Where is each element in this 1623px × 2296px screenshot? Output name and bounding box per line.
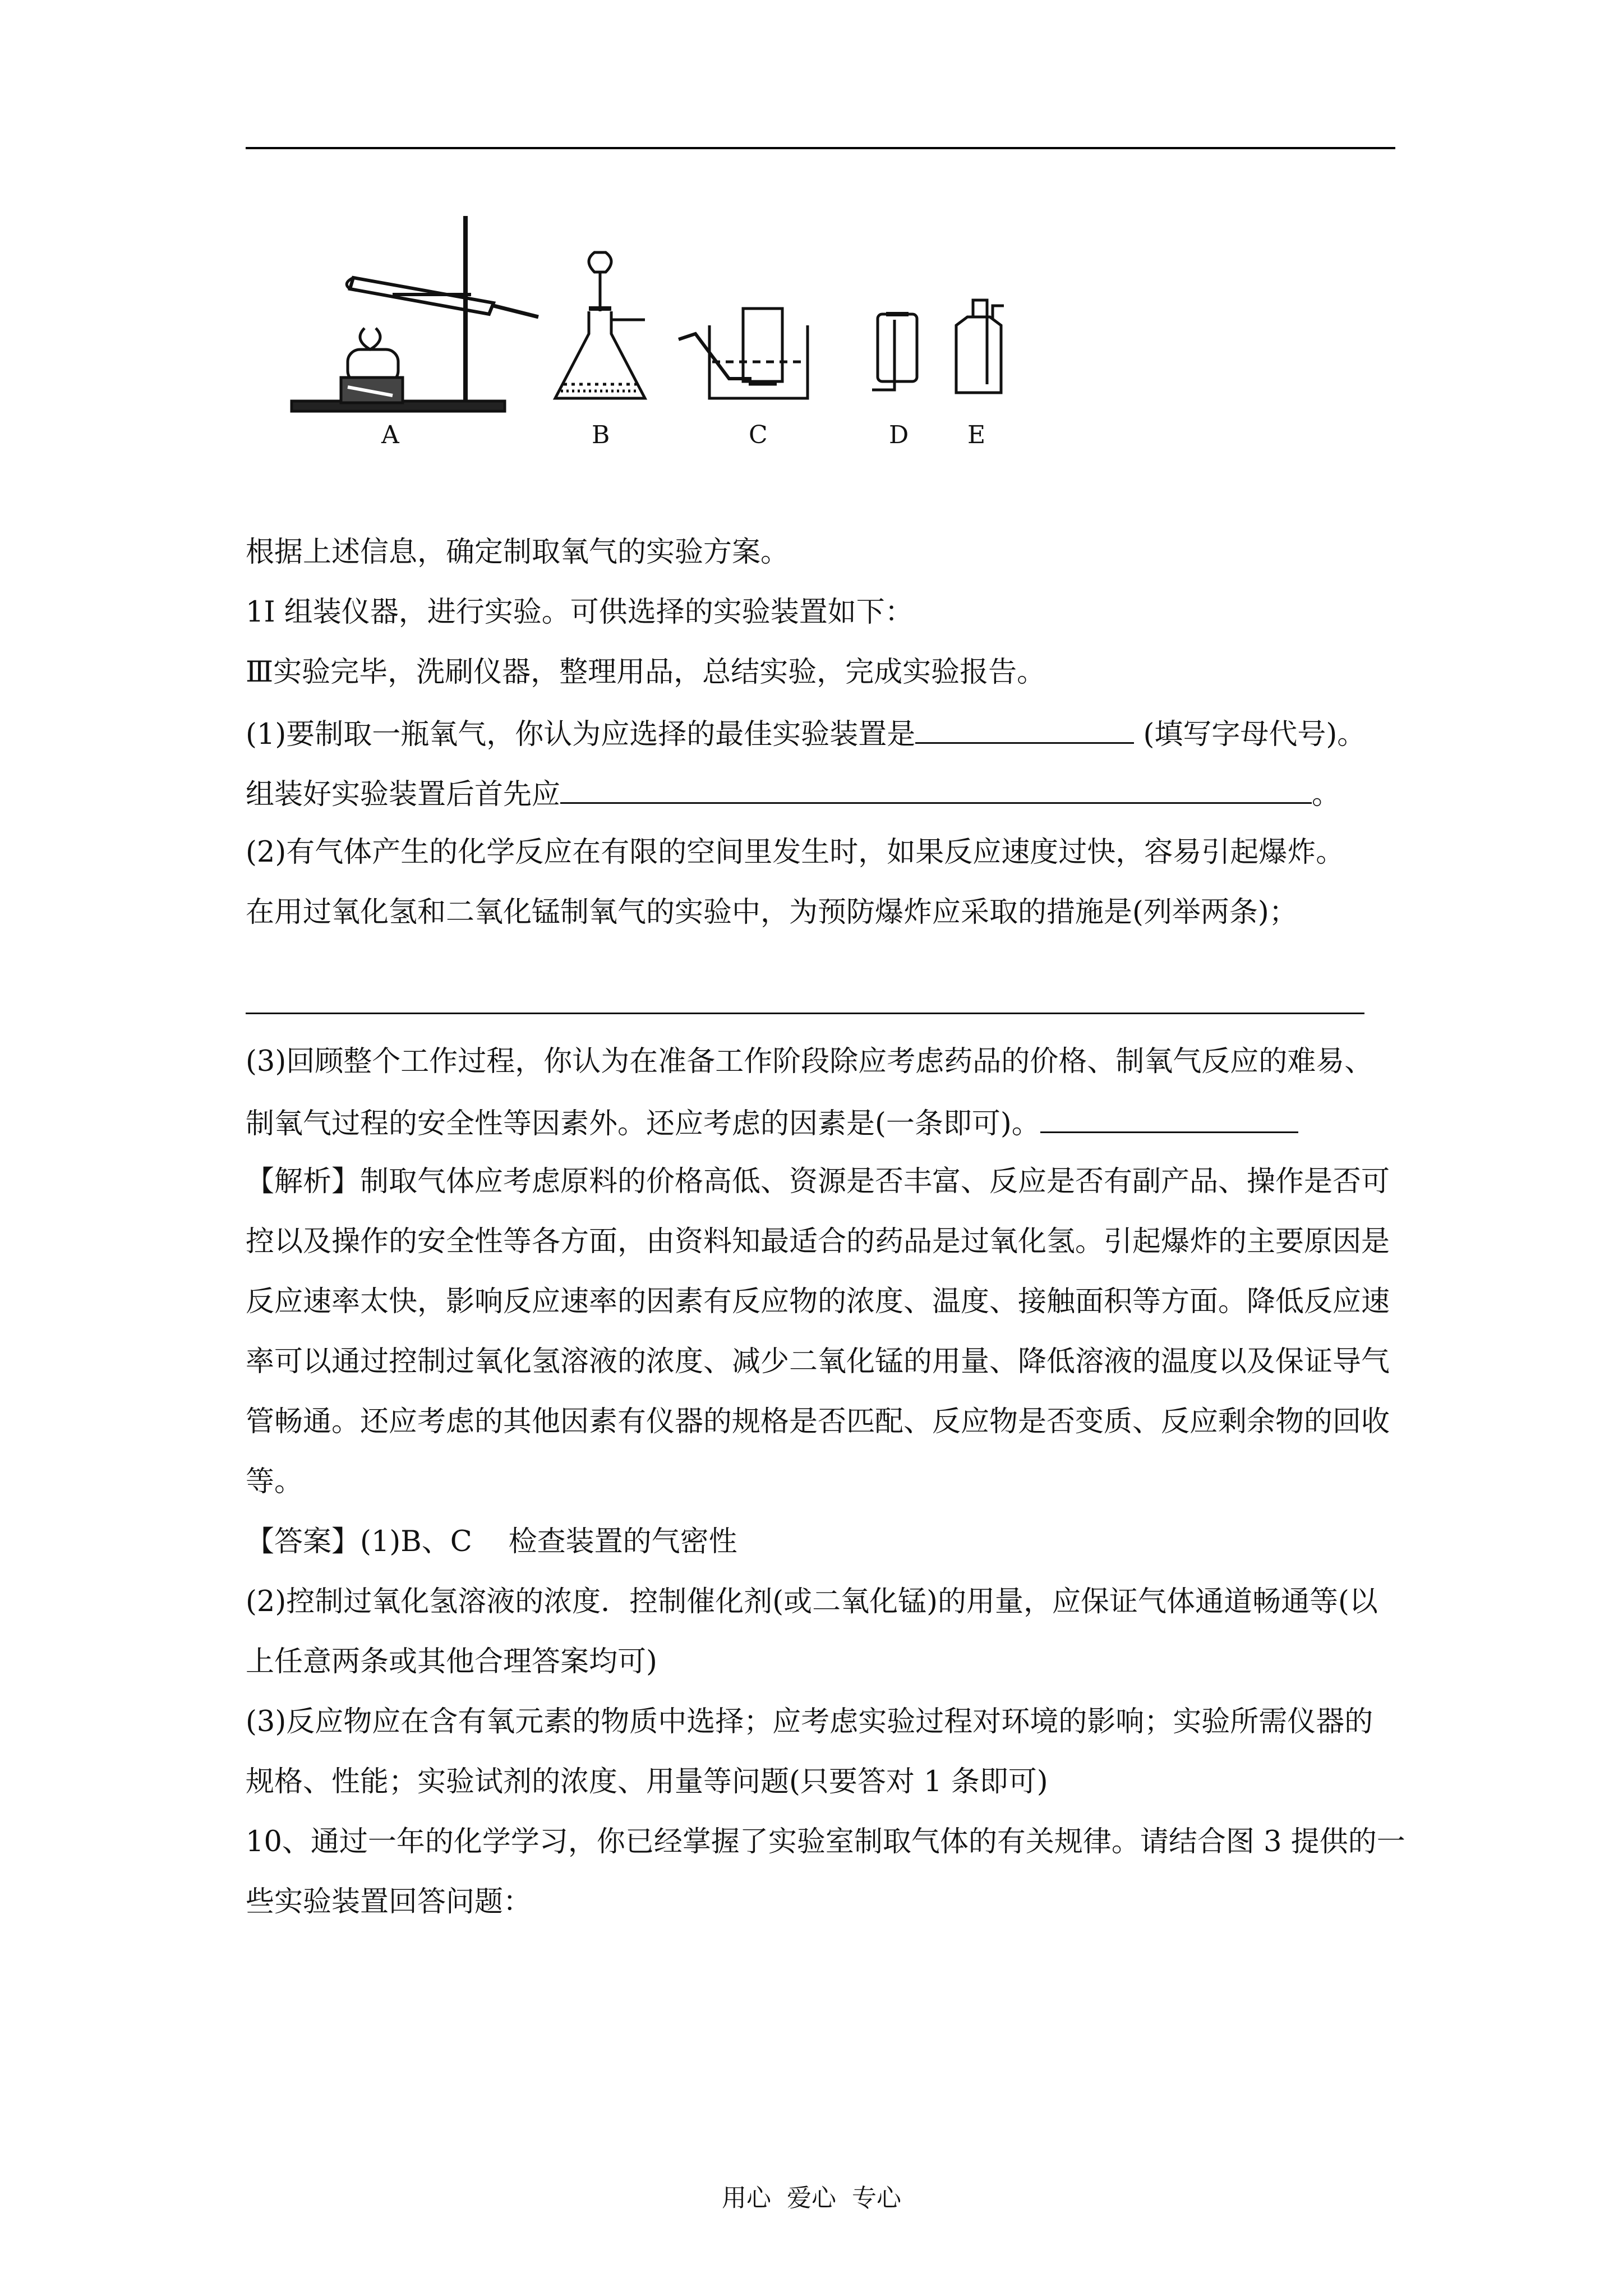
answer-line: (3)反应物应在含有氧元素的物质中选择；应考虑实验过程对环境的影响；实验所需仪器的 [246, 1705, 1373, 1738]
question-10-line: 10、通过一年的化学学习，你已经掌握了实验室制取气体的有关规律。请结合图 3 提供的一 [246, 1825, 1405, 1858]
header-rule [246, 147, 1395, 149]
answer-blank-2[interactable] [560, 773, 1312, 804]
apparatus-d-drawing [872, 314, 917, 390]
answer-line: (2)控制过氧化氢溶液的浓度．控制催化剂(或二氧化锰)的用量，应保证气体通道畅通等(以 [246, 1585, 1378, 1618]
answer-blank-4[interactable] [1040, 1102, 1298, 1133]
question-10-line: 些实验装置回答问题： [246, 1885, 532, 1918]
question-3-line: 制氧气过程的安全性等因素外。还应考虑的因素是(一条即可)。 [246, 1102, 1298, 1144]
question-1-line: (1)要制取一瓶氧气，你认为应选择的最佳实验装置是 (填写字母代号)。 [246, 713, 1366, 754]
apparatus-b-drawing [555, 252, 645, 398]
analysis-line: 率可以通过控制过氧化氢溶液的浓度、减少二氧化锰的用量、降低溶液的温度以及保证导气 [246, 1345, 1390, 1378]
answer-line: 规格、性能；实验试剂的浓度、用量等问题(只要答对 1 条即可) [246, 1765, 1048, 1798]
apparatus-label-a: A [381, 421, 399, 449]
analysis-line: 管畅通。还应考虑的其他因素有仪器的规格是否匹配、反应物是否变质、反应剩余物的回收 [246, 1405, 1390, 1438]
apparatus-label-e: E [967, 421, 986, 449]
text-line: 在用过氧化氢和二氧化锰制氧气的实验中，为预防爆炸应采取的措施是(列举两条)； [246, 896, 1298, 929]
text-line: 1I 组装仪器，进行实验。可供选择的实验装置如下： [246, 596, 914, 629]
apparatus-e-drawing [956, 300, 1004, 393]
answer-blank-3[interactable] [246, 1013, 1364, 1014]
text-line: 根据上述信息，确定制取氧气的实验方案。 [246, 536, 790, 569]
apparatus-label-c: C [749, 421, 768, 449]
apparatus-label-b: B [592, 421, 610, 449]
apparatus-label-d: D [889, 421, 909, 449]
question-1b-line: 组装好实验装置后首先应 。 [246, 773, 1340, 815]
apparatus-figure [280, 199, 1133, 457]
analysis-line: 反应速率太快，影响反应速率的因素有反应物的浓度、温度、接触面积等方面。降低反应速 [246, 1285, 1390, 1318]
analysis-line: 【解析】制取气体应考虑原料的价格高低、资源是否丰富、反应是否有副产品、操作是否可 [246, 1165, 1390, 1198]
text-line: (2)有气体产生的化学反应在有限的空间里发生时，如果反应速度过快，容易引起爆炸。 [246, 836, 1345, 869]
page-footer: 用心 爱心 专心 [722, 2184, 901, 2212]
answer-line: 上任意两条或其他合理答案均可) [246, 1645, 657, 1678]
analysis-line: 等。 [246, 1465, 303, 1498]
answer-line: 【答案】(1)B、C 检查装置的气密性 [246, 1525, 737, 1558]
apparatus-c-drawing [679, 309, 808, 398]
apparatus-a-drawing [292, 216, 538, 411]
text-line: Ⅲ实验完毕，洗刷仪器，整理用品，总结实验，完成实验报告。 [246, 656, 1046, 689]
answer-blank-1[interactable] [915, 713, 1134, 744]
text-line: (3)回顾整个工作过程，你认为在准备工作阶段除应考虑药品的价格、制氧气反应的难易、 [246, 1045, 1373, 1078]
analysis-line: 控以及操作的安全性等各方面，由资料知最适合的药品是过氧化氢。引起爆炸的主要原因是 [246, 1225, 1390, 1258]
